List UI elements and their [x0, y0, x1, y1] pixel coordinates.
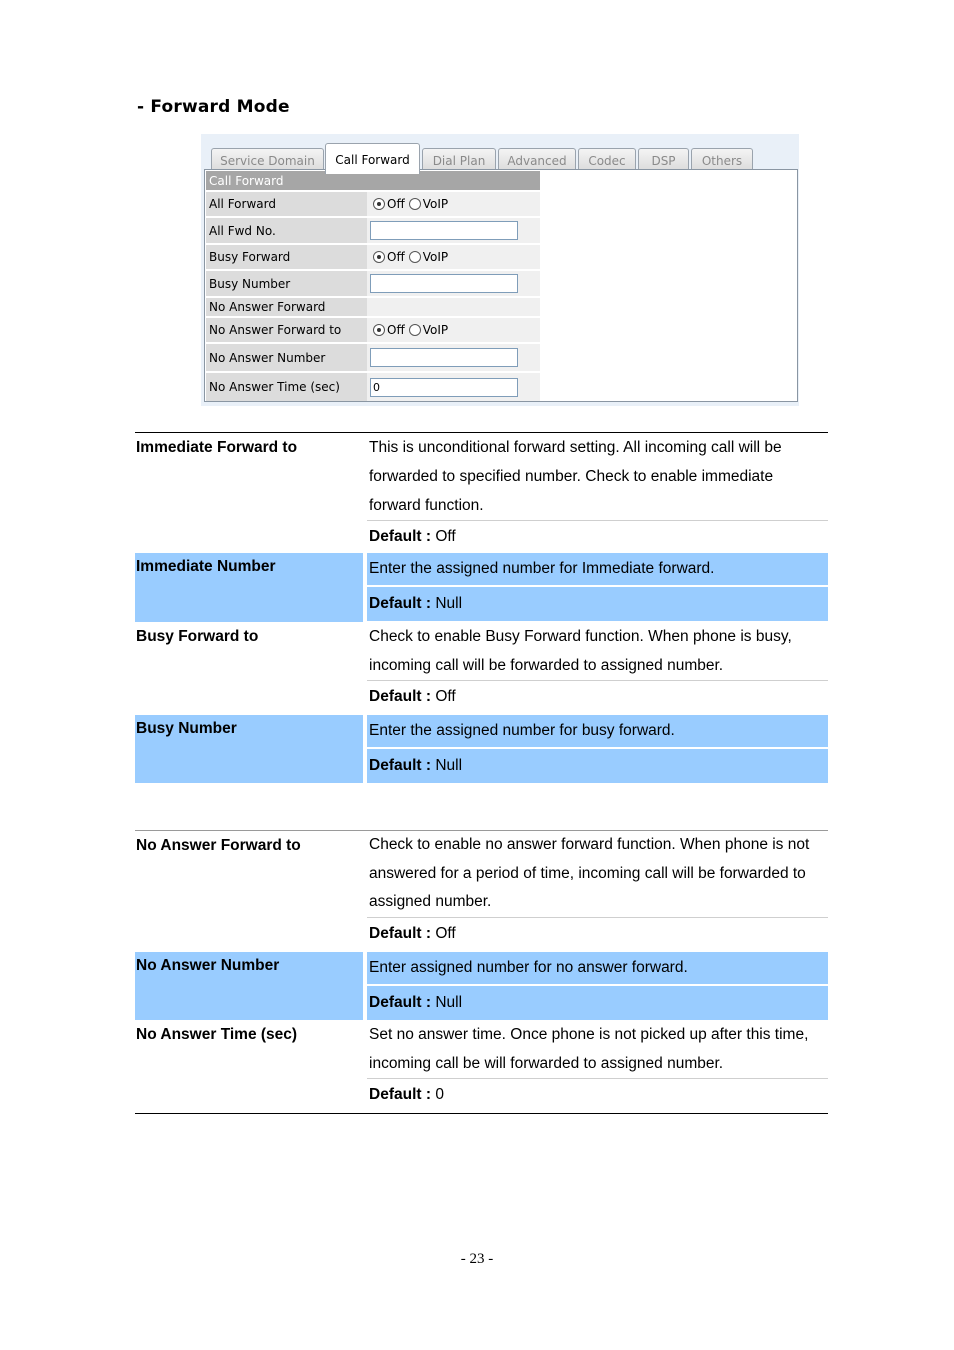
- description-line: Check to enable no answer forward function. When phone is not: [369, 836, 810, 853]
- default-label: Default :: [369, 688, 431, 705]
- row-label: Immediate Number: [135, 553, 365, 622]
- row-all-fwd-no: [206, 216, 540, 243]
- default-value: Null: [435, 595, 463, 612]
- default-label: Default :: [369, 924, 431, 942]
- row-label: Immediate Forward to: [136, 439, 298, 456]
- row-description: [367, 831, 828, 918]
- row-description: [367, 622, 828, 681]
- row-default: [367, 986, 828, 1020]
- row-label: Busy Forward to: [136, 628, 259, 645]
- section-heading: - Forward Mode: [137, 97, 290, 117]
- description-line: Check to enable Busy Forward function. When phone is busy,: [369, 628, 792, 645]
- default-value: Off: [435, 528, 456, 545]
- row-description: [367, 433, 828, 521]
- all-fwd-no-label: All Fwd No.: [206, 218, 367, 243]
- row-default: [367, 681, 828, 713]
- no-answer-forward-to-label: No Answer Forward to: [206, 318, 367, 342]
- row-description: [367, 1020, 828, 1079]
- busy-forward-voip-radio[interactable]: [409, 251, 421, 263]
- default-value: Off: [435, 688, 456, 705]
- default-label: Default :: [369, 757, 431, 774]
- no-answer-number-label: No Answer Number: [206, 344, 367, 371]
- busy-number-label: Busy Number: [206, 271, 367, 296]
- row-no-answer-time: [135, 1020, 828, 1113]
- radio-off-label: Off: [387, 250, 405, 264]
- row-description: [367, 553, 828, 587]
- description-line: answered for a period of time, incoming call will be forwarded to: [369, 864, 806, 882]
- busy-forward-off-radio[interactable]: [373, 251, 385, 263]
- row-default: [367, 918, 828, 950]
- radio-voip-label: VoIP: [422, 250, 449, 264]
- radio-off-label: Off: [387, 323, 405, 337]
- all-fwd-no-input[interactable]: [370, 221, 518, 240]
- row-label: No Answer Time (sec): [136, 1026, 298, 1043]
- default-label: Default :: [369, 994, 431, 1011]
- default-value: 0: [435, 1086, 444, 1103]
- description-line: forwarded to specified number. Check to enable immediate: [369, 468, 774, 485]
- description-line: assigned number.: [369, 893, 492, 910]
- radio-voip-label: VoIP: [422, 197, 449, 211]
- description-line: incoming call will be forwarded to assigned number.: [369, 657, 724, 674]
- default-label: Default :: [369, 528, 431, 545]
- row-busy-number: [206, 269, 540, 296]
- radio-off-label: Off: [387, 197, 405, 211]
- row-label: No Answer Forward to: [136, 837, 301, 854]
- all-forward-voip-radio[interactable]: [409, 198, 421, 210]
- tab-call-forward[interactable]: Call Forward: [325, 143, 420, 174]
- no-answer-time-input[interactable]: [370, 378, 518, 397]
- tab-codec[interactable]: Codec: [578, 148, 636, 173]
- form-title: Call Forward: [206, 171, 540, 190]
- busy-number-input[interactable]: [370, 274, 518, 293]
- row-busy-number: [135, 715, 828, 783]
- row-default: [367, 587, 828, 621]
- no-answer-voip-radio[interactable]: [409, 324, 421, 336]
- row-immediate-number: [135, 553, 828, 622]
- call-forward-form: [206, 171, 540, 401]
- tab-dial-plan[interactable]: Dial Plan: [422, 148, 496, 173]
- table-bottom-rule: [135, 1113, 828, 1114]
- default-value: Off: [435, 924, 456, 942]
- row-no-answer-time: [206, 371, 540, 401]
- call-forward-screenshot: [201, 134, 799, 406]
- row-no-answer-forward-to: [206, 316, 540, 342]
- default-value: Null: [435, 994, 463, 1011]
- row-busy-forward: [206, 243, 540, 269]
- default-value: Null: [435, 757, 463, 774]
- radio-voip-label: VoIP: [422, 323, 449, 337]
- description-line: This is unconditional forward setting. All incoming call will be: [369, 439, 782, 456]
- no-answer-forward-label: No Answer Forward: [206, 298, 367, 316]
- no-answer-time-label: No Answer Time (sec): [206, 373, 367, 401]
- row-no-answer-forward: [206, 296, 540, 316]
- tab-others[interactable]: Others: [691, 148, 753, 173]
- row-no-answer-number: [135, 952, 828, 1020]
- row-description: [367, 715, 828, 749]
- row-default: [367, 521, 828, 553]
- tab-service-domain[interactable]: Service Domain: [211, 148, 324, 173]
- no-answer-off-radio[interactable]: [373, 324, 385, 336]
- description-line: incoming call be will forwarded to assigned number.: [369, 1055, 724, 1072]
- description-line: Enter the assigned number for Immediate forward.: [369, 560, 715, 577]
- tab-advanced[interactable]: Advanced: [498, 148, 576, 173]
- row-busy-forward-to: [135, 622, 828, 715]
- page-number: - 23 -: [460, 1251, 494, 1267]
- description-line: Set no answer time. Once phone is not picked up after this time,: [369, 1026, 809, 1043]
- no-answer-number-input[interactable]: [370, 348, 518, 367]
- tab-bar: [209, 139, 799, 170]
- description-line: forward function.: [369, 497, 484, 514]
- tab-dsp[interactable]: DSP: [638, 148, 689, 173]
- row-no-answer-number: [206, 342, 540, 371]
- all-forward-off-radio[interactable]: [373, 198, 385, 210]
- row-no-answer-forward-to: [135, 831, 828, 951]
- description-line: Enter the assigned number for busy forward.: [369, 722, 675, 739]
- tab-content: [204, 169, 798, 402]
- row-default: [367, 1079, 828, 1111]
- row-default: [367, 749, 828, 783]
- default-label: Default :: [369, 595, 431, 612]
- description-line: Enter assigned number for no answer forward.: [369, 959, 688, 976]
- row-description: [367, 952, 828, 986]
- row-label: Busy Number: [135, 715, 365, 783]
- row-label: No Answer Number: [135, 952, 365, 1020]
- row-immediate-forward-to: [135, 433, 828, 552]
- default-label: Default :: [369, 1086, 431, 1103]
- all-forward-label: All Forward: [206, 192, 367, 216]
- busy-forward-label: Busy Forward: [206, 245, 367, 269]
- row-all-forward: [206, 190, 540, 216]
